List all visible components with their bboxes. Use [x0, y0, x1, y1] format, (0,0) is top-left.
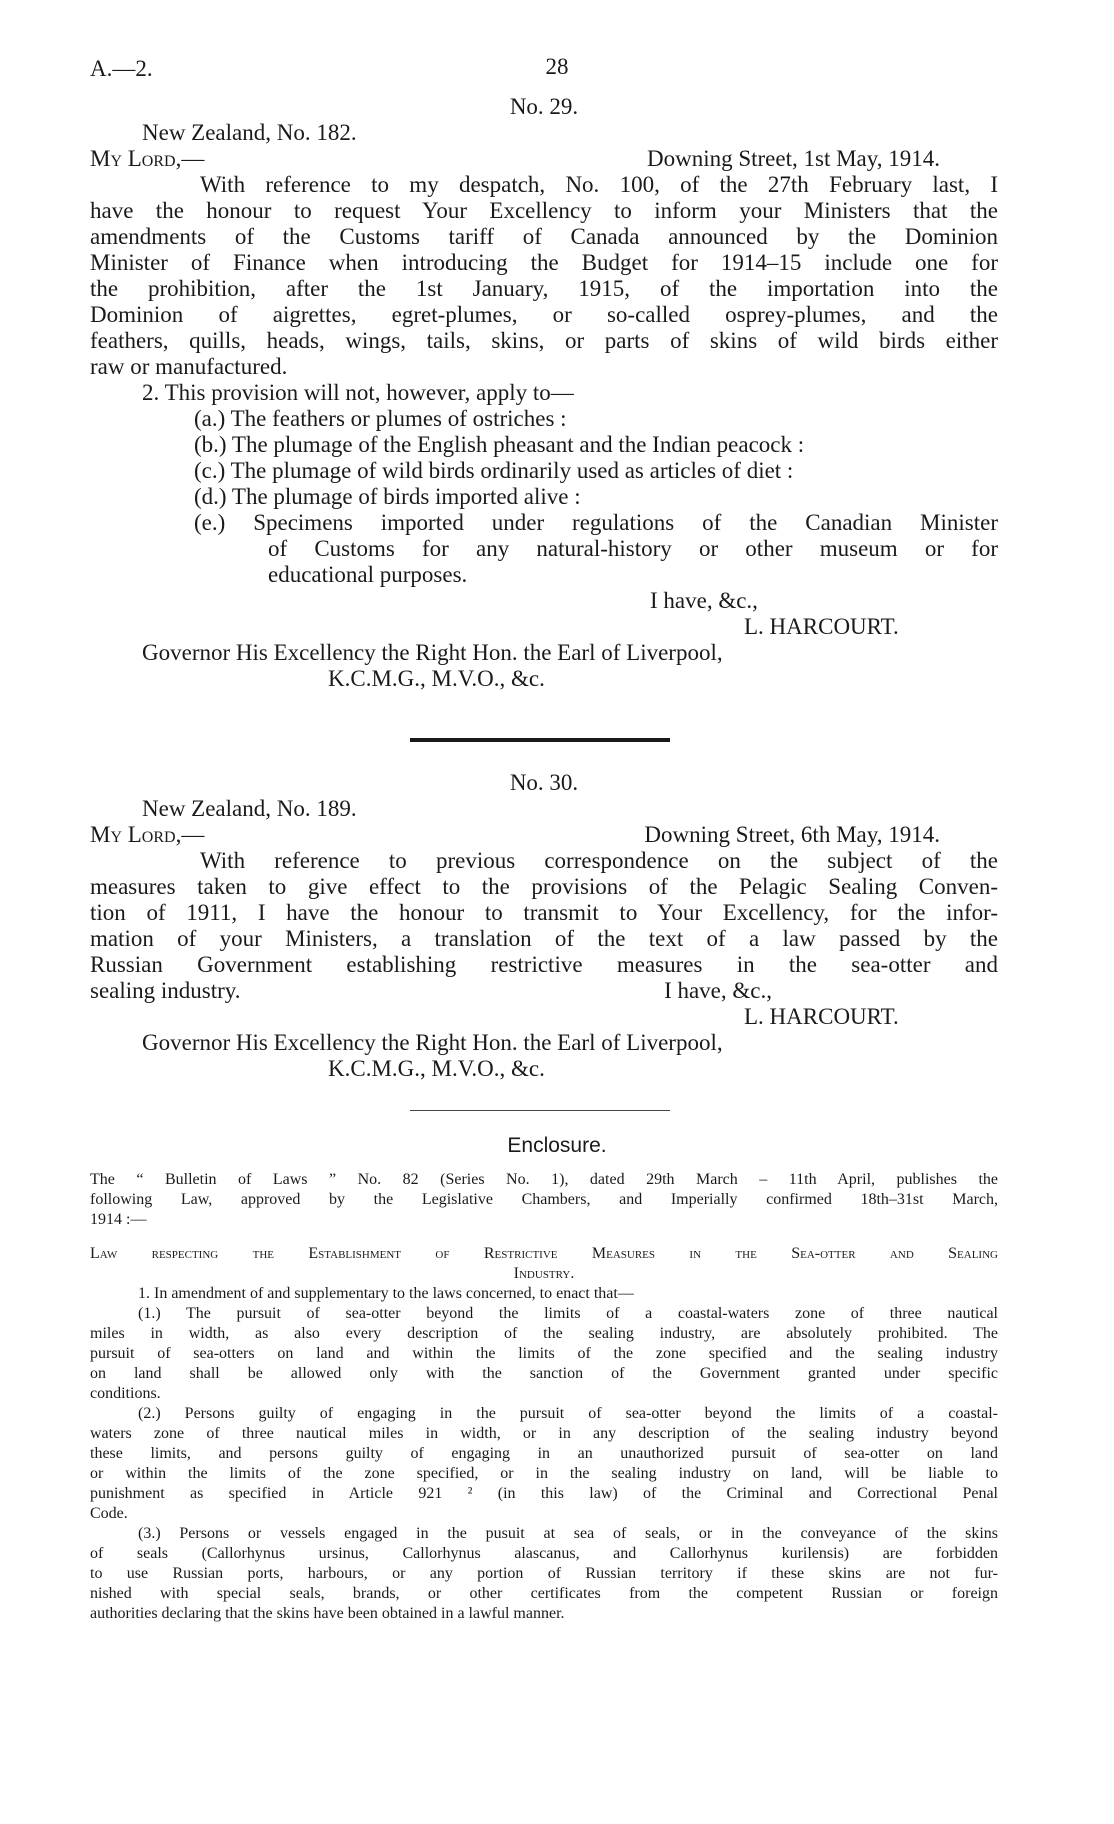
list-item-continuation: educational purposes. [268, 562, 468, 587]
list-item: (a.) The feathers or plumes of ostriches : [194, 406, 567, 431]
list-item: (d.) The plumage of birds imported alive : [194, 484, 581, 509]
list-item-continuation: of Customs for any natural-history or other museum or for [268, 536, 998, 561]
paragraph-line: (3.) Persons or vessels engaged in the pusuit at sea of seals, or in the conveyance of the skins [138, 1525, 998, 1542]
paragraph-line: nished with special seals, brands, or other certificates from the competent Russian or foreign [90, 1585, 998, 1602]
letter-address: Downing Street, 6th May, 1914. [644, 822, 940, 847]
paragraph-line: of seals (Callorhynus ursinus, Callorhynus alascanus, and Callorhynus kurilensis) are forbidden [90, 1545, 998, 1562]
paragraph-line: With reference to my despatch, No. 100, of the 27th February last, I [200, 172, 998, 197]
paragraph-line: pursuit of sea-otters on land and within the limits of the zone specified and the sealing industry [90, 1345, 998, 1362]
salutation: My Lord,— [90, 146, 205, 171]
letter-29 [90, 94, 998, 692]
paragraph-line: on land shall be allowed only with the sanction of the Government granted under specific [90, 1365, 998, 1382]
paragraph-line: punishment as specified in Article 921 ² (in this law) of the Criminal and Correctional Penal [90, 1485, 998, 1502]
salutation-line [90, 146, 998, 172]
law-title-continuation: Industry. [513, 1265, 575, 1282]
paragraph-line: to use Russian ports, harbours, or any portion of Russian territory if these skins are not fur- [90, 1565, 998, 1582]
list-item: (e.) Specimens imported under regulations of the Canadian Minister [194, 510, 998, 535]
addressee-honours: K.C.M.G., M.V.O., &c. [328, 1056, 545, 1081]
paragraph-line: amendments of the Customs tariff of Canada announced by the Dominion [90, 224, 998, 249]
addressee-honours: K.C.M.G., M.V.O., &c. [328, 666, 545, 691]
dispatch-reference: New Zealand, No. 182. [142, 120, 357, 145]
salutation-line [90, 822, 998, 848]
letter-address: Downing Street, 1st May, 1914. [646, 146, 940, 171]
paragraph-line: have the honour to request Your Excellency to inform your Ministers that the [90, 198, 998, 223]
paragraph-line: conditions. [90, 1385, 161, 1402]
signature: L. HARCOURT. [744, 1004, 899, 1029]
paragraph-line: With reference to previous correspondence on the subject of the [200, 848, 998, 873]
enclosure-intro-line: The “ Bulletin of Laws ” No. 82 (Series No. 1), dated 29th March – 11th April, publishes the [90, 1171, 998, 1188]
paragraph-line: miles in width, as also every description of the sealing industry, are absolutely prohibited. The [90, 1325, 998, 1342]
letter-number: No. 30. [509, 770, 579, 795]
signature: L. HARCOURT. [744, 614, 899, 639]
paragraph-line: feathers, quills, heads, wings, tails, skins, or parts of skins of wild birds either [90, 328, 998, 353]
page-number: 28 [545, 54, 569, 79]
paragraph-line: these limits, and persons guilty of engaging in an unauthorized pursuit of sea-otter on land [90, 1445, 998, 1462]
paragraph-line: the prohibition, after the 1st January, 1915, of the importation into the [90, 276, 998, 301]
paragraph-2-intro: 2. This provision will not, however, apply to— [142, 380, 574, 405]
paragraph-line: mation of your Ministers, a translation of the text of a law passed by the [90, 926, 998, 951]
enclosure-title: Enclosure. [507, 1134, 607, 1157]
page-reference: A.—2. [90, 56, 153, 81]
paragraph-line: measures taken to give effect to the provisions of the Pelagic Sealing Conven- [90, 874, 998, 899]
list-item: (c.) The plumage of wild birds ordinarily used as articles of diet : [194, 458, 794, 483]
enclosure-body [90, 1170, 998, 1624]
paragraph-line: waters zone of three nautical miles in width, or in any description of the sealing industry beyond [90, 1425, 998, 1442]
paragraph-line: or within the limits of the zone specified, or in the sealing industry on land, will be liable to [90, 1465, 998, 1482]
list-item: (b.) The plumage of the English pheasant and the Indian peacock : [194, 432, 805, 457]
paragraph-line: sealing industry. [90, 978, 241, 1003]
addressee: Governor His Excellency the Right Hon. the Earl of Liverpool, [142, 640, 723, 665]
salutation: My Lord,— [90, 822, 205, 847]
paragraph-line: tion of 1911, I have the honour to transmit to Your Excellency, for the infor- [90, 900, 998, 925]
section-divider [410, 1110, 670, 1111]
letter-number: No. 29. [509, 94, 579, 119]
article-1: 1. In amendment of and supplementary to the laws concerned, to enact that— [138, 1285, 634, 1302]
paragraph-line: Dominion of aigrettes, egret-plumes, or so-called osprey-plumes, and the [90, 302, 998, 327]
enclosure-intro-line: following Law, approved by the Legislative Chambers, and Imperially confirmed 18th–31st March, [90, 1191, 998, 1208]
paragraph-line: authorities declaring that the skins have been obtained in a lawful manner. [90, 1605, 565, 1622]
paragraph-line: Russian Government establishing restrictive measures in the sea-otter and [90, 952, 998, 977]
closing: I have, &c., [664, 978, 772, 1003]
enclosure-intro-line: 1914 :— [90, 1211, 147, 1228]
letter-30 [90, 770, 998, 1082]
closing: I have, &c., [650, 588, 758, 613]
section-divider [410, 738, 670, 742]
paragraph-line: Code. [90, 1505, 128, 1522]
paragraph-line: Minister of Finance when introducing the Budget for 1914–15 include one for [90, 250, 998, 275]
law-title: Law respecting the Establishment of Restrictive Measures in the Sea-otter and Sealing [90, 1245, 998, 1262]
paragraph-line: (2.) Persons guilty of engaging in the pursuit of sea-otter beyond the limits of a coastal- [138, 1405, 998, 1422]
paragraph-line: raw or manufactured. [90, 354, 288, 379]
dispatch-reference: New Zealand, No. 189. [142, 796, 357, 821]
paragraph-line: (1.) The pursuit of sea-otter beyond the limits of a coastal-waters zone of three nautical [138, 1305, 998, 1322]
addressee: Governor His Excellency the Right Hon. the Earl of Liverpool, [142, 1030, 723, 1055]
closing-line [90, 978, 998, 1004]
